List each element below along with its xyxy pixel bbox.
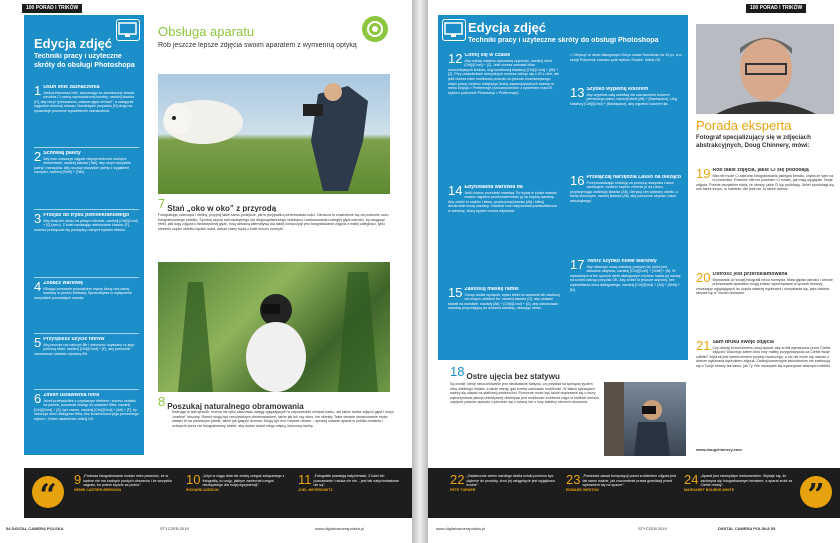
tip-body: Nikt nie może Ci zabronić fotografowania jakiegoś tematu, chyba że sam na to pozwolisz. Również nikt nie powinien Ci mówić, jak mają wyglądać Twoje zdjęcia. Przede wszystkim róbta, że obrazy, jakie Ci się podobają. Jeżeli spodobają się one także innym, to świetnie. Ale jeśli nie, to także dobrze. bbox=[696, 173, 834, 192]
quote-number: 23 bbox=[566, 472, 581, 487]
tip-title: Sam druku swoje zdjęcia bbox=[712, 340, 774, 345]
expert-tip-19 bbox=[696, 168, 834, 240]
quote-band bbox=[24, 468, 412, 518]
footer-page-left: 54 DIGITAL CAMERA POLSKA bbox=[6, 526, 64, 531]
divider bbox=[34, 277, 139, 278]
tip-number: 3 bbox=[34, 213, 42, 226]
footer-url: www.digitalcamerapolska.pl bbox=[436, 526, 486, 531]
tip-2 bbox=[34, 151, 139, 207]
quote-11 bbox=[298, 474, 403, 514]
tip-number: 15 bbox=[448, 287, 463, 300]
quote-text: „Użyć w ciągu dnia nie zrobię czegoś związanego z fotografią, to czuję, jakbym zaniechał czegoś niezbędnego dla mojej egzystencji”. bbox=[202, 474, 285, 488]
tip-7-body: Fotografując zwierzęta i rośliny, przyjmij takie samo podejście, jak w przypadku portretowania ludzi. Oznacza to znalezienie się na poziomie oczu fotografowanego obiektu. Spróbuj użycia szerokokątnego lub długoogniskowego obiektywu i zastosowania rozległej głębi ostrości, by osiągnąć efekt, jaki dają zdjęcia o fantastycznej głębi. Inną ciekawą alternatywą dla takiej kompozycji jest fotografowanie zdjęcia z małej odległości, tylko niewiele części obiektu będzie ostra, dalsze plany będą z kolei mocno rozmyte. bbox=[158, 213, 389, 231]
quote-number: 22 bbox=[450, 472, 465, 487]
cactus-photographer-photo bbox=[158, 262, 390, 392]
quote-author: EDWARD WESTON bbox=[566, 487, 599, 492]
quote-number: 9 bbox=[74, 472, 82, 487]
section-subtitle: Techniki pracy i użyteczne skróty do obsługi Photoshopa bbox=[468, 37, 659, 44]
tip-title: Stań „oko w oko” z przyrodą bbox=[167, 204, 277, 212]
quote-number: 10 bbox=[186, 472, 201, 487]
tip-body: Aby jeszcze raz nałożyć filtr i wzmocnić uzyskany za jego pomocą efekt, naciśnij [Ctrl]/[Cmd] + [F], aby ponownie zastosować ostatnio używany filtr. bbox=[34, 342, 135, 356]
tip-8-body: Kadrując w taki sposób, można nie tylko skierować uwagę oglądających w odpowiednie miejsce kadru, ale także dodać zdjęciu głębi i ukryć „martwe” obszary. Ramki mogą być rzeczywistym obramowaniem, takim jak łuk czy okno, lub obiekty. Takie otwarte obramowanie może ułatwić te na pierwszym planie, takim jak gałęzie drzewa. Mogą być one również niostre – sprobuj ustawić aparat w pobliżu kwiatów i uchwycić przez nie fotografowany obiekt, aby dodać wokół niego mięką, kolorową ramkę. bbox=[172, 410, 394, 428]
tip-body: Aby cofnąć ostatnio wykonaną czynność, naciśnij skrót [Ctrl]/[Cmd] + [Z]. Jeśli chcesz odwołać kilka wcześniejszych kroków, użyj kombinacji klawiszy [Ctrl]/[Cmd] + [Alt] + [Z]. Przy ustawieniach domyślnych możesz cofnąć się o 20 z nich, ale jeśli chcesz mieć możliwość powrotu do jeszcze wcześniejszego etapu pracy, możesz zwiększyć liczbę zapamiętywanych stanów w menu Edycja > Preferencje (na komputerach z systemem macOS wybierz polecenie Photoshop > Preferencje). bbox=[448, 58, 559, 95]
tip-number: 12 bbox=[448, 53, 463, 66]
tip-number: 6 bbox=[34, 393, 42, 406]
section-subtitle: Techniki pracy i użyteczne skróty do obsługi Photoshopa bbox=[34, 53, 135, 69]
tip-8-header bbox=[158, 396, 398, 410]
quote-author: JOEL MEYEROWITZ bbox=[298, 487, 333, 492]
divider bbox=[34, 333, 139, 334]
left-blue-column bbox=[24, 15, 144, 455]
section-title: Edycja zdjęć bbox=[34, 37, 113, 51]
expert-tip-20 bbox=[696, 272, 834, 340]
tip-13 bbox=[570, 87, 682, 157]
tip-3 bbox=[34, 213, 139, 275]
expert-website-link[interactable]: www.dougchinnery.com bbox=[696, 447, 742, 452]
tip-body: Jeżeli przesadziłeś z uzyskanym efektem i chcesz ustawić na panelu, ponownie dostęp do ustawień filtra, naciśnij [Ctrl]/[Cmd] + [Z], tym razem, naciśnij [Ctrl]/[Cmd] + [Alt] + [F], by otworzyć okno dialogowe filtra, bez konieczności jego ponownego wyboru. Zmień ustawienia i kliknij OK. bbox=[34, 398, 139, 421]
quote-author: PETE TURNER bbox=[450, 487, 476, 492]
tip-number: 8 bbox=[158, 396, 166, 409]
quote-text: „Podczas fotografowania musisz mieć pewność, że w kadrze nie ma żadnych pustych obszarów i że wszystko zagrało, bo potem będzie za późno”. bbox=[83, 474, 173, 488]
expert-section-subtitle: Fotograf specjalizujący się w zdjęciach abstrakcyjnych, Doug Chinnery, mówi: bbox=[696, 134, 811, 149]
quote-text: „Ostatecznie celem każdego dzieła sztuki powinno być dążenie do prostoty, choć jej osiągnięcie jest wyjątkowo trudne”. bbox=[466, 474, 555, 488]
tip-number: 19 bbox=[696, 168, 711, 181]
tip-number: 2 bbox=[34, 151, 42, 164]
cow-photographer-photo bbox=[158, 74, 390, 194]
tip-number: 4 bbox=[34, 281, 42, 294]
left-page bbox=[0, 0, 412, 543]
tip-body: Klikając ponownie przyciskiem myszy ikonę oka danej warstwy w panelu Warstwy, Spowodujesz to wyłączenie wszystkich pozostałych warstw. bbox=[34, 286, 132, 300]
quote-23 bbox=[566, 474, 676, 514]
tip-12-continued: > Obrysuj i w oknie dialogowym Obrys ustaw Szerokość na 10 px, a w sekcji Położenie zaznacz pole wyboru Środek. Kliknij OK. bbox=[570, 53, 682, 62]
quote-number: 24 bbox=[684, 472, 699, 487]
tip-body: Chcąc dodać wycięcie, wpisz tekst na warstwie lub zastosuj na nowym obiekcie tło, naciśnij klawisz [G], aby ustawić kształt na warstwie, naciśnij [Alt] + [Ctrl]/[Cmd] + [G], aby zastosować warstwę przycinającą do dodania warstwy, ukazując obraz. bbox=[448, 292, 560, 311]
quote-text: „Ponieważ zasad kompozycji przed zrobieniem zdjęcia jest tak samo ważne, jak zrozumienie prawa grawitacji przed wybraniem się na spacer”. bbox=[582, 474, 676, 488]
tip-number: 16 bbox=[570, 175, 585, 188]
section-title: Edycja zdjęć bbox=[468, 21, 547, 35]
right-topbar: 100 PORAD I TRIKÓW bbox=[746, 4, 806, 13]
tip-title: Rób takie zdjęcia, jakie Ci się podobają bbox=[712, 168, 809, 173]
tip-number: 20 bbox=[696, 272, 711, 285]
quote-band bbox=[428, 468, 840, 518]
tip-body: Czy dzisiaj formuł innemu swój aparat, aby zrobił wymarzone przez Ciebie zdjęcia? Dlaczego zatem ktoś inny miałby przygotowywać za Ciebie twoje odbitki? Wydruk jest zwieńczeniem procesu twórczego, a nic nie może się równać z dobrze wykonaną wydrukiem zdjęcia. Zadbaj komercyjne laboratorium nie zastosują się o Twoje obrazy tak samo, jak Ty. Nie nauczyłeś się wykonywać własnych odbitek. bbox=[696, 345, 832, 368]
left-topbar: 100 PORAD I TRIKÓW bbox=[22, 4, 82, 13]
divider bbox=[34, 389, 139, 390]
tip-12 bbox=[448, 53, 560, 178]
tip-body: Aby utworzyć nową warstwę powyżej tej, która jest aktualnie aktywna, naciśnij [Ctrl]/[Cmd] + [Shift] + [N]. W wywołanym w ten sposób oknie dialogowym możesz nadać jej nazwę, na koniec kliknąć przycisk OK. Aby zrobić to jeszcze szybciej, bez wyświetlania okna dialogowego, naciśnij [Ctrl]/[Cmd] + [Alt] + [Shift] + [N]. bbox=[570, 264, 682, 292]
quote-number: 11 bbox=[298, 472, 312, 487]
footer-date: STYCZEŃ 2019 bbox=[638, 526, 667, 531]
quote-text: „Fotografie powstają natychmiast. Z kolei ich poznawanie i nauka nie nie... jest tak natychmiastowe nie są”. bbox=[313, 474, 400, 488]
tip-body: Aby wypełnić całą warstwę lub zaznaczenie kolorem pierwszego planu, naciśnij skrót [Alt] + [Backspace]. Użyj klawiszy [Ctrl]/[Cmd] + [Backspace], aby wypełnić kolorem tła. bbox=[570, 92, 678, 106]
quote-text: „Aparat jest niezwykłym instrumentem. Wydaje się, że zachwyca się fotografowanym tematem, a aparat zrobi za Ciebie resztę”. bbox=[700, 474, 793, 488]
quote-24 bbox=[684, 474, 794, 514]
tip-title: Szybko wypełnij kolorem bbox=[586, 87, 649, 92]
tip-number: 18 bbox=[450, 366, 465, 379]
tip-title: Cofnij się w czasie bbox=[464, 53, 511, 58]
quote-icon: “ bbox=[32, 476, 64, 508]
tip-title: Twórz szybko nowe warstwy bbox=[586, 259, 657, 264]
right-blue-panel bbox=[438, 15, 688, 360]
quote-author: HENRI CARTIER-BRESSON bbox=[74, 487, 122, 492]
tip-title: Przyspiesz użycie filtrów bbox=[43, 337, 105, 342]
tip-title: Schowaj palety bbox=[43, 151, 81, 156]
quote-10 bbox=[186, 474, 291, 514]
tip-title: Poszukaj naturalnego obramowania bbox=[167, 402, 304, 410]
tip-6 bbox=[34, 393, 139, 453]
doug-chinnery-portrait bbox=[696, 24, 834, 114]
tip-7-header bbox=[158, 198, 390, 212]
tip-18-header bbox=[450, 366, 620, 382]
divider bbox=[34, 147, 139, 148]
quote-22 bbox=[450, 474, 560, 514]
tip-title: Ostrość jest przereklamowana bbox=[712, 272, 788, 277]
tip-body: Aby móc zobaczyć zdjęcie niepoprzedzone żadnymi elementami, naciśnij klawisz [Tab], aby ukryć wszystkie palety i narzędzia. Aby usunąć wszystkie palety z wyjątkiem narzędzi, naciśnij [Shift] + [Tab]. bbox=[34, 156, 131, 175]
tip-body: Aby obejrzeć obraz na pełnym ekranie, naciśnij [Ctrl]/[Cmd] + [0] (zero). Z kolei naciskając wielokrotnie klawisz [F], możesz przełączać się pomiędzy różnymi trybami widoku. bbox=[34, 218, 138, 232]
quote-9 bbox=[74, 474, 179, 514]
monitor-icon bbox=[442, 19, 466, 41]
tip-number: 21 bbox=[696, 340, 711, 353]
tip-body: Jeśli przesuwasz linie, wymazując za zaznaczony obszar, utrudnia Ci ocenę wprowadzonej korekty, naciśnij klawisz [H], aby ukryć tymczasowo „maszerujące mrówki”, a następnie wygodnie dokonaj retuszu. Naciśnięcie przycisku [H] drugi raz spowoduje ponowne wyświetlenie zaznaczenia. bbox=[34, 90, 135, 113]
tip-16 bbox=[570, 175, 682, 255]
tip-title: Zastosuj maskę ramki bbox=[464, 287, 519, 292]
tip-title: Zmień ustawienia filtra bbox=[43, 393, 100, 398]
tip-number: 7 bbox=[158, 198, 166, 211]
footer-page-right: DIGITAL CAMERA POLSKA 55 bbox=[718, 526, 776, 531]
tip-4 bbox=[34, 281, 139, 331]
right-page bbox=[428, 0, 840, 543]
tip-14 bbox=[448, 185, 560, 285]
photographer-street-photo bbox=[604, 382, 686, 456]
camera-lens-icon bbox=[362, 16, 388, 42]
tip-title: Przełączaj narzędzia Lasso na bieżąco bbox=[586, 175, 682, 180]
footer-date: STYCZEŃ 2019 bbox=[160, 526, 189, 531]
tip-5 bbox=[34, 337, 139, 387]
tip-number: 5 bbox=[34, 337, 42, 350]
tip-number: 14 bbox=[448, 185, 463, 198]
tip-number: 17 bbox=[570, 259, 585, 272]
camera-section-title: Obsługa aparatu bbox=[158, 24, 255, 39]
camera-section-subtitle: Rób jeszcze lepsze zdjęcia swoim aparatem z wymienną optyką bbox=[158, 42, 357, 49]
tip-number: 1 bbox=[34, 85, 42, 98]
tip-title: Usuń linie zaznaczenia bbox=[43, 85, 100, 90]
tip-title: Przejdź do trybu pełnoekranowego bbox=[43, 213, 130, 218]
tip-18-body: Są chwile, kiedy nieoczekiwanie jest niedziałanie statywu, za przykład na tętniącej życiem ulicy wielkiego miasta, a także wtedy, gdy trzeba zachować mobilność. W takich sytuacjach należy się złapać na stabilnej powierzchni. Pomocne może być także wspieranie się o mury, wykorzystanie jakiejś obiektywnej obiektywu jest możliwość zrobienia zdjęć w krótkich seriach, napięcie pasków aparatu i opieranie się o ścianę lub o inny stabilny element otoczenia. bbox=[450, 382, 600, 405]
tip-body: Przeprowadzając selekcję za pomocą narzędzia Lasso wielokątne, możesz szybko zmienić je na Lasso, przytrzymując wciśnięty klawisz [Alt]. Obrysuj nim wybrany obiekt, a kiedy skończysz, zwolnij klawisz [Alt], aby ponownie używać Lasso wielokątnego. bbox=[570, 180, 678, 203]
footer-url: www.digitalcamerapolska.pl bbox=[315, 526, 365, 531]
divider bbox=[34, 209, 139, 210]
tip-15 bbox=[448, 287, 560, 357]
quote-icon: ” bbox=[800, 476, 832, 508]
tip-body: Jeśli chcesz przenieść warstwę Tło wyżej w stosie warstw, musisz najpierw przekonwertować ją na zwykłą warstwę. Aby zrobić to szybko i łatwo, przytrzymaj klawisz [Alt] i kliknij dwukrotnie ikonę warstwy. Zostanie ona natychmiast przekształcona w warstwę, którą będzie można edytować. bbox=[448, 190, 558, 213]
tip-number: 13 bbox=[570, 87, 585, 100]
expert-tip-21 bbox=[696, 340, 834, 444]
tip-17 bbox=[570, 259, 682, 357]
quote-author: RICHARD AVEDON bbox=[186, 487, 219, 492]
tip-title: Zobacz warstwę bbox=[43, 281, 84, 286]
tip-title: Edytowalna warstwa tła bbox=[464, 185, 523, 190]
tip-body: Wprowadź do swojej fotografii nieco rozmycia. Mała głębia ostrości i celowe przesuwanie aparatem mogą zostać wykorzystane w sposób twórczy, zmuszając oglądających do użycia własnej wyobraźni i domyślania się, jaka historia skrywa się w Twoich obrazach. bbox=[696, 277, 833, 296]
expert-section-title: Porada eksperta bbox=[696, 118, 792, 133]
quote-author: MARGARET BOURKE-WHITE bbox=[684, 487, 735, 492]
page-gutter bbox=[412, 0, 428, 543]
tip-1 bbox=[34, 85, 139, 145]
tip-title: Ostre ujęcia bez statywu bbox=[466, 372, 560, 381]
